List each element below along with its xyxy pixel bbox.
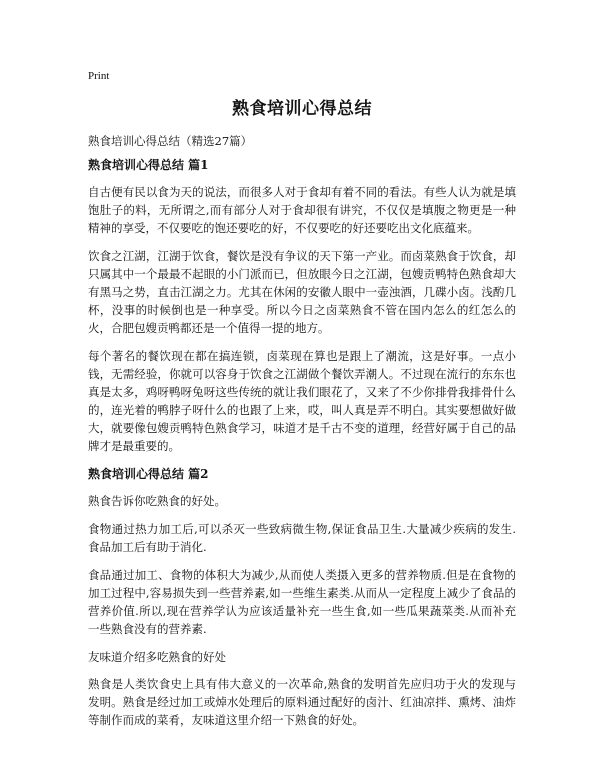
paragraph: 饮食之江湖，江湖于饮食，餐饮是没有争议的天下第一产业。而卤菜熟食于饮食，却只属其中一个最最不起眼的小门派而已，但放眼今日之江湖，包嫂贡鸭特色熟食却大有黑马之势，直击江湖之力。尤其在休闲的安徽人眼中一壶浊酒，几碟小卤。浅酌几杯，没事的时候倒也是一种享受。所以今日之卤菜熟食不管在国内怎么的红怎么的火，合肥包嫂贡鸭都还是一个值得一提的地方。	[88, 249, 516, 335]
paragraph: 熟食告诉你吃熟食的好处。	[88, 494, 226, 508]
paragraph: 食物通过热力加工后,可以杀灭一些致病微生物,保证食品卫生.大量减少疾病的发生.食品加工后有助于消化.	[88, 522, 516, 554]
section-heading-2: 熟食培训心得总结 篇2	[88, 467, 209, 481]
paragraph: 自古便有民以食为天的说法，而很多人对于食却有着不同的看法。有些人认为就是填饱肚子的料，无所谓之,而有部分人对于食却很有讲究，不仅仅是填腹之物更是一种精神的享受，不仅要吃的饱还要吃的好，不仅要吃的好还要吃出文化底蕴来。	[88, 185, 516, 235]
sub-heading: 友味道介绍多吃熟食的好处	[88, 650, 226, 664]
paragraph: 每个著名的餐饮现在都在搞连锁，卤菜现在算也是跟上了潮流，这是好事。一点小钱，无需经验，你就可以容身于饮食之江湖做个餐饮弄潮人。不过现在流行的东东也真是太多，鸡呀鸭呀兔呀这些传统的就让我们眼花了，又来了不少你排骨我排骨什么的，连光着的鸭脖子呀什么的也跟了上来，哎，叫人真是弄不明白。其实要想做好做大，就要像包嫂贡鸭特色熟食学习，味道才是千古不变的道理，经营好属于自己的品牌才是最重要的。	[88, 349, 516, 453]
page-title: 熟食培训心得总结	[232, 99, 372, 119]
document-body	[88, 156, 516, 739]
section-heading-1: 熟食培训心得总结 篇1	[88, 158, 209, 172]
paragraph: 熟食是人类饮食史上具有伟大意义的一次革命,熟食的发明首先应归功于火的发现与发明。熟食是经过加工或焯水处理后的原料通过配好的卤汁、红油凉拌、熏烤、油炸等制作而成的菜肴，友味道这里介绍一下熟食的好处。	[88, 677, 516, 727]
page-subtitle: 熟食培训心得总结（精选27篇）	[88, 134, 253, 148]
print-label: Print	[88, 70, 110, 82]
paragraph: 食品通过加工、食物的体积大为减少,从而使人类摄入更多的营养物质.但是在食物的加工过程中,容易损失到一些营养素,如一些维生素类.从而从一定程度上减少了食品的营养价值.所以,现在营养学认为应该适量补充一些生食,如一些瓜果蔬菜类.从而补充一些熟食没有的营养素.	[88, 568, 516, 636]
